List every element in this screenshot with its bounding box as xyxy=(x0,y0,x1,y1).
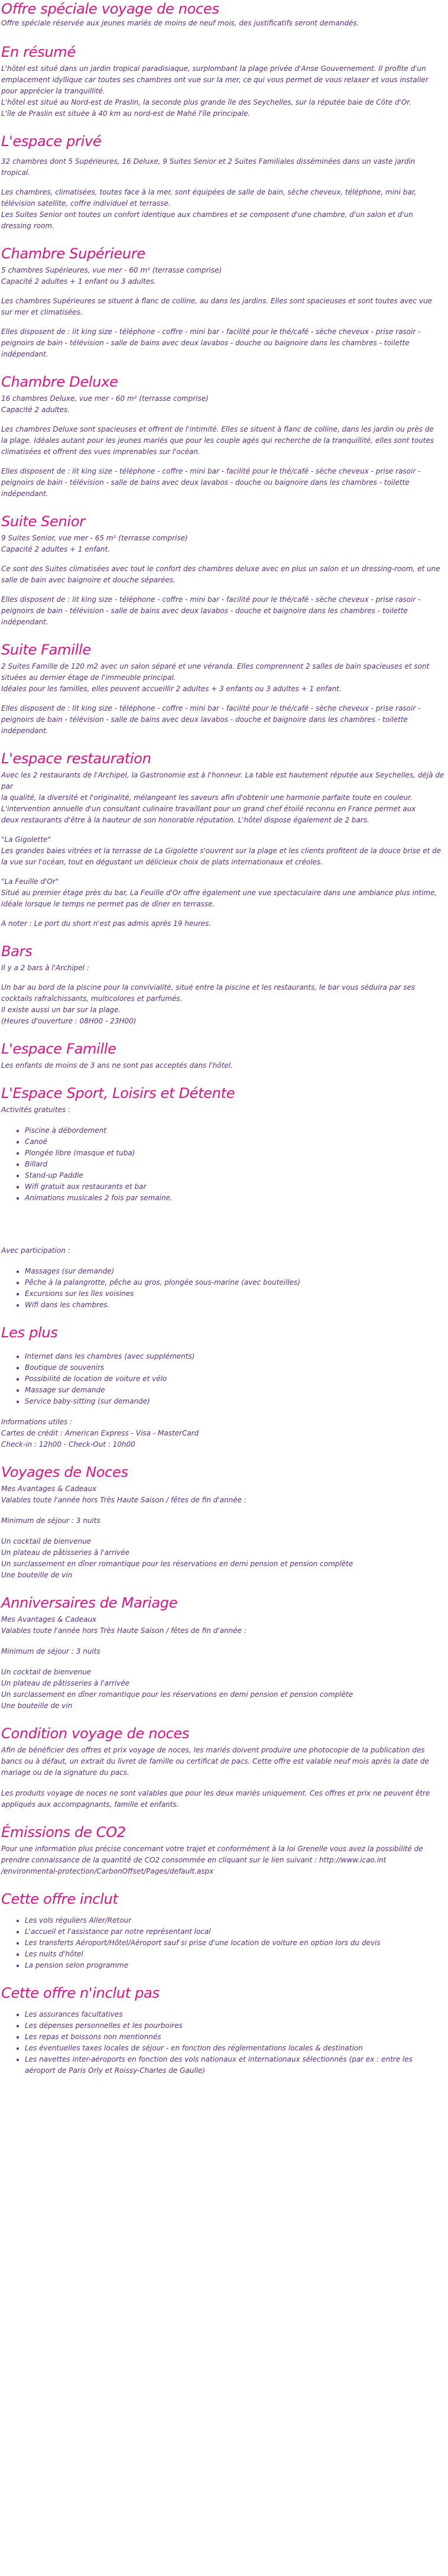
mariage-p3 xyxy=(1,1667,447,1712)
list-item: • Service baby-sitting (sur demande) xyxy=(25,1396,447,1407)
text-line: peignoirs de bain - télévision - salle de bains avec deux lavabos - douche et baignoire dans les chambres - toilette xyxy=(1,715,408,724)
text-line: Il y a 2 bars à l'Archipel : xyxy=(1,964,89,972)
text-line: Un surclassement en dîner romantique pour les réservations en demi pension et pension complète xyxy=(1,1690,353,1699)
text-line: climatisées et offrent des vues imprenables sur l'océan. xyxy=(1,448,200,456)
text-line: Pour une information plus précise concernant votre trajet et conformément à la loi Grenelle vous avez la possibilité de xyxy=(1,1845,423,1853)
offre-title: Offre spéciale voyage de noces xyxy=(1,1,219,17)
restauration-p3 xyxy=(1,876,447,910)
deluxe-p1 xyxy=(1,393,447,416)
text-line: la qualité, la diversité et l'originalité, mélangeant les saveurs afin d'obtenir une harmonie parfaite toute en couleur. xyxy=(1,793,413,802)
text-line: /environmental-protection/CarbonOffset/Pages/default.aspx xyxy=(1,1867,214,1875)
bars-p1 xyxy=(1,963,447,974)
plus-info xyxy=(1,1417,447,1450)
restauration-p2 xyxy=(1,834,447,868)
text-line: mariage ou de la signature du pacs. xyxy=(1,1768,129,1777)
plus-title: Les plus xyxy=(1,1324,58,1341)
restauration-title: L'espace restauration xyxy=(1,750,151,767)
text-line: 9 Suites Senior, vue mer - 65 m² (terrasse comprise) xyxy=(1,534,188,542)
text-line: bancs ou à défaut, un extrait du livret de famille ou certificat de pacs. Cette offre est valable neuf mois après la date de xyxy=(1,1757,429,1765)
text-line: deux restaurants d'être à la hauteur de son honorable réputation. L'hôtel dispose également de 2 bars. xyxy=(1,816,369,824)
text-line: salle de bain avec baignoire et douche séparées. xyxy=(1,576,176,584)
restauration-p1 xyxy=(1,770,447,826)
list-item xyxy=(25,2054,447,2076)
list-item: • Les vols réguliers Aller/Retour xyxy=(25,1915,447,1926)
text-line: Les enfants de moins de 3 ans ne sont pas acceptés dans l'hôtel. xyxy=(1,1061,233,1070)
mariage-p2 xyxy=(1,1646,447,1657)
resume-line: L'hôtel est situé au Nord-est de Praslin, la seconde plus grande île des Seychelles, sur la réputée baie de Côte d'Or. xyxy=(1,98,411,106)
list-item: • L'accueil et l'assistance par notre représentant local xyxy=(25,1926,447,1937)
text-line: • Les navettes inter-aéroports en fonction des vols nationaux et internationaux sélectionnés (par ex : entre les xyxy=(25,2055,413,2063)
text-line: (Heures d'ouverture : 08H00 - 23H00) xyxy=(1,1017,137,1025)
inclut-title: Cette offre inclut xyxy=(1,1891,118,1907)
list-item: • Plongée libre (masque et tuba) xyxy=(25,1148,447,1159)
list-item: • Internet dans les chambres (avec suppléments) xyxy=(25,1351,447,1362)
text-line: Capacité 2 adultes. xyxy=(1,406,70,414)
text-line: indépendant. xyxy=(1,350,48,358)
espace-prive-p1 xyxy=(1,156,447,179)
deluxe-title: Chambre Deluxe xyxy=(1,374,118,390)
text-line: Situé au premier étage près du bar, La Feuille d'Or offre également une vue spectaculaire dans une ambiance plus intime, xyxy=(1,889,437,897)
suite-senior-p3 xyxy=(1,594,447,628)
text-line: Afin de bénéficier des offres et prix voyage de noces, les mariés doivent produire une photocopie de la publication des xyxy=(1,1746,425,1754)
text-line: "La Gigolette" xyxy=(1,835,51,844)
text-line: 16 chambres Deluxe, vue mer - 60 m² (terrasse comprise) xyxy=(1,394,209,403)
sport-title: L'Espace Sport, Loisirs et Détente xyxy=(1,1085,235,1101)
suite-senior-title: Suite Senior xyxy=(1,513,85,530)
text-line: Informations utiles : xyxy=(1,1418,73,1426)
famille-p1 xyxy=(1,1060,447,1071)
text-line: Un surclassement en dîner romantique pour les réservations en demi pension et pension complète xyxy=(1,1560,353,1568)
text-line: Une bouteille de vin xyxy=(1,1702,73,1710)
text-line: L'intervention annuelle d'un consultant culinaire travaillant pour un grand chef étoilé reconnu en France permet aux xyxy=(1,805,416,813)
deluxe-p3 xyxy=(1,466,447,500)
text-line: peignoirs de bain - télévision - salle de bains avec deux lavabos - douche et baignoire dans les chambres - toilette xyxy=(1,607,408,615)
text-line: Un plateau de pâtisseries à l'arrivée xyxy=(1,1548,130,1557)
condition-p2 xyxy=(1,1788,447,1810)
text-line: Idéales pour les familles, elles peuvent accueillir 2 adultes + 3 enfants ou 3 adultes + 1 enfant. xyxy=(1,685,342,693)
co2-p1 xyxy=(1,1843,447,1877)
famille-title: L'espace Famille xyxy=(1,1041,116,1057)
list-item: • Animations musicales 2 fois par semaine. xyxy=(25,1193,447,1204)
text-line: 2 Suites Famille de 120 m2 avec un salon séparé et une véranda. Elles comprennent 2 salles de bain spacieuses et sont xyxy=(1,662,430,670)
text-line: Les Suites Senior ont toutes un confort identique aux chambres et se composent d'une chambre, d'un salon et d'un xyxy=(1,210,413,219)
resume-line: L'île de Praslin est située à 40 km au nord-est de Mahé l'île principale. xyxy=(1,109,251,118)
bars-p2 xyxy=(1,982,447,1027)
espace-prive-p2 xyxy=(1,187,447,232)
text-line: indépendant. xyxy=(1,490,48,498)
suite-famille-title: Suite Famille xyxy=(1,641,91,658)
resume-paragraph xyxy=(1,63,447,119)
offre-subtitle: Offre spéciale réservée aux jeunes mariés de moins de neuf mois, des justificatifs seront demandés. xyxy=(1,19,359,27)
text-line: Les chambres Deluxe sont spacieuses et offrent de l'intimité. Elles se situent à flanc de colline, dans les jardin ou près de xyxy=(1,425,434,433)
text-line: Les chambres, climatisées, toutes face à la mer, sont équipées de salle de bain, sèche cheveux, téléphone, mini bar, xyxy=(1,188,417,196)
list-item: • Possibilité de location de voiture et vélo xyxy=(25,1373,447,1385)
sport-gratuites-list xyxy=(1,1125,447,1204)
text-line: indépendant. xyxy=(1,727,48,735)
ninclut-title: Cette offre n'inclut pas xyxy=(1,1985,160,2001)
inclut-list xyxy=(1,1915,447,1971)
text-line: dressing room. xyxy=(1,222,54,230)
text-line: Valables toute l'année hors Très Haute Saison / fêtes de fin d'année : xyxy=(1,1626,246,1635)
text-line: Cartes de crédit : American Express - Visa - MasterCard xyxy=(1,1429,199,1437)
text-line: peignoirs de bain - télévision - salle de bains avec deux lavabos - douche ou baignoire dans les chambres - toilette xyxy=(1,478,410,487)
list-item: • Les repas et boissons non mentionnés xyxy=(25,2031,447,2043)
suite-famille-p2 xyxy=(1,703,447,737)
text-line: Minimum de séjour : 3 nuits xyxy=(1,1517,100,1525)
list-item: • Massage sur demande xyxy=(25,1385,447,1396)
list-item: • Wifi gratuit aux restaurants et bar xyxy=(25,1181,447,1193)
text-line: la vue sur l'océan, tout en dégustant un délicieux choix de plats internationaux et créoles. xyxy=(1,858,323,866)
list-item: • Massages (sur demande) xyxy=(25,1266,447,1277)
list-item: • Wifi dans les chambres. xyxy=(25,1300,447,1311)
text-line: prendre connaissance de la quantité de CO2 consommée en cliquant sur le lien suivant : http://www.icao.int xyxy=(1,1856,387,1864)
superieure-p2 xyxy=(1,296,447,318)
condition-title: Condition voyage de noces xyxy=(1,1725,190,1742)
text-line: 32 chambres dont 5 Supérieures, 16 Deluxe, 9 Suites Senior et 2 Suites Familiales disséminées dans un vaste jardin xyxy=(1,157,415,166)
list-item: • Pêche à la palangrotte, pêche au gros, plongée sous-marine (avec bouteilles) xyxy=(25,1277,447,1288)
list-item: • Billard xyxy=(25,1159,447,1170)
text-line: la plage. Idéales autant pour les jeunes mariés que pour les couple agés qui recherche de la tranquillité, elles sont toutes xyxy=(1,436,434,445)
text-line: Valables toute l'année hors Très Haute Saison / fêtes de fin d'année : xyxy=(1,1496,246,1504)
text-line: Mes Avantages & Cadeaux xyxy=(1,1615,97,1624)
bars-title: Bars xyxy=(1,943,33,960)
list-item: • Boutique de souvenirs xyxy=(25,1362,447,1373)
text-line: Check-in : 12h00 - Check-Out : 10h00 xyxy=(1,1440,135,1449)
mariage-title: Anniversaires de Mariage xyxy=(1,1595,178,1611)
mariage-p1 xyxy=(1,1614,447,1637)
text-line: Il existe aussi un bar sur la plage. xyxy=(1,1006,121,1014)
text-line: Capacité 2 adultes + 1 enfant ou 3 adultes. xyxy=(1,277,157,286)
ninclut-list xyxy=(1,2009,447,2076)
noces-title: Voyages de Noces xyxy=(1,1464,128,1480)
list-item: • Piscine à débordement xyxy=(25,1125,447,1136)
list-item: • Stand-up Paddle xyxy=(25,1170,447,1181)
text-line: cocktails rafraîchissants, multicolores et parfumés. xyxy=(1,994,183,1003)
text-line: aéroport de Paris Orly et Roissy-Charles de Gaulle) xyxy=(25,2066,206,2075)
suite-senior-p1 xyxy=(1,533,447,555)
text-line: peignoirs de bain - télévision - salle de bains avec deux lavabos - douche ou baignoire dans les chambres - toilette xyxy=(1,339,410,347)
text-line: Une bouteille de vin xyxy=(1,1571,73,1579)
text-line: 5 chambres Supérieures, vue mer - 60 m² (terrasse comprise) xyxy=(1,266,222,274)
text-line: situées au dernier étage de l'immeuble principal. xyxy=(1,673,176,682)
text-line: sur mer et climatisées. xyxy=(1,308,83,316)
resume-line: emplacement idyllique car toutes ses chambres ont vue sur la mer, ce qui vous permet de vous relaxer et vous installer xyxy=(1,76,428,84)
text-line: A noter : Le port du short n'est pas admis après 19 heures. xyxy=(1,919,212,928)
text-line: appliqués aux accompagnants, famille et enfants. xyxy=(1,1800,179,1809)
text-line: Minimum de séjour : 3 nuits xyxy=(1,1647,100,1655)
sport-gratuites-label: Activités gratuites : xyxy=(1,1106,71,1114)
restauration-p4 xyxy=(1,918,447,929)
list-item: • Les éventuelles taxes locales de séjour - en fonction des réglementations locales & destination xyxy=(25,2043,447,2054)
superieure-p3 xyxy=(1,326,447,360)
text-line: Elles disposent de : lit king size - téléphone - coffre - mini bar - facilité pour le thé/café - sèche cheveux - prise rasoir - xyxy=(1,704,421,712)
text-line: Un cocktail de bienvenue xyxy=(1,1537,92,1545)
text-line: "La Feuille d'Or" xyxy=(1,877,59,886)
noces-p2 xyxy=(1,1515,447,1527)
text-line: télévision satellite, coffre individuel et terrasse. xyxy=(1,199,171,208)
list-item: • Excursions sur les îles voisines xyxy=(25,1288,447,1300)
text-line: Capacité 2 adultes + 1 enfant. xyxy=(1,545,111,553)
text-line: idéale lorsque le temps ne permet pas de dîner en terrasse. xyxy=(1,900,215,908)
co2-title: Émissions de CO2 xyxy=(1,1824,126,1841)
list-item: • Les assurances facultatives xyxy=(25,2009,447,2020)
suite-senior-p2 xyxy=(1,563,447,586)
resume-title: En résumé xyxy=(1,44,76,60)
text-line: Ce sont des Suites climatisées avec tout le confort des chambres deluxe avec en plus un salon et un dressing-room, et une xyxy=(1,565,440,573)
list-item: • La pension selon programme xyxy=(25,1960,447,1971)
plus-list xyxy=(1,1351,447,1407)
text-line: tropical. xyxy=(1,169,31,177)
text-line: Un plateau de pâtisseries à l'arrivée xyxy=(1,1679,130,1687)
text-line: Elles disposent de : lit king size - téléphone - coffre - mini bar - facilité pour le thé/café - sèche cheveux - prise rasoir - xyxy=(1,595,421,604)
deluxe-p2 xyxy=(1,424,447,458)
suite-famille-p1 xyxy=(1,661,447,695)
text-line: Un bar au bord de la piscine pour la convivialité, situé entre la piscine et les restaurants, le bar vous séduira par ses xyxy=(1,983,415,991)
noces-p1 xyxy=(1,1483,447,1506)
list-item: • Canoë xyxy=(25,1136,447,1148)
noces-p3 xyxy=(1,1536,447,1581)
text-line: Un cocktail de bienvenue xyxy=(1,1668,92,1676)
text-line: Mes Avantages & Cadeaux xyxy=(1,1485,97,1493)
superieure-title: Chambre Supérieure xyxy=(1,245,145,262)
list-item: • Les transferts Aéroport/Hôtel/Aéroport sauf si prise d'une location de voiture en option lors du devis xyxy=(25,1937,447,1949)
text-line: Les produits voyage de noces ne sont valables que pour les deux mariés uniquement. Ces offres et prix ne peuvent être xyxy=(1,1789,430,1797)
resume-line: L'hôtel est situé dans un jardin tropical paradisiaque, surplombant la plage privée d'Anse Gouvernement. Il profite d'un xyxy=(1,64,426,73)
condition-p1 xyxy=(1,1745,447,1778)
text-line: Les grandes baies vitrées et la terrasse de La Gigolette s'ouvrent sur la plage et les clients profitent de la douce brise et de xyxy=(1,847,441,855)
text-line: Elles disposent de : lit king size - téléphone - coffre - mini bar - facilité pour le thé/café - sèche cheveux - prise rasoir - xyxy=(1,467,421,475)
text-line: indépendant. xyxy=(1,618,48,626)
sport-participation-label: Avec participation : xyxy=(1,1246,70,1255)
resume-line: pour apprécier la tranquillité. xyxy=(1,87,105,95)
text-line: Avec les 2 restaurants de l'Archipel, la Gastronomie est à l'honneur. La table est hautement réputée aux Seychelles, déjà de par xyxy=(1,771,444,790)
sport-participation-list xyxy=(1,1266,447,1311)
superieure-p1 xyxy=(1,265,447,287)
espace-prive-title: L'espace privé xyxy=(1,133,102,150)
text-line: Elles disposent de : lit king size - téléphone - coffre - mini bar - facilité pour le thé/café - sèche cheveux - prise rasoir - xyxy=(1,328,421,336)
text-line: Les chambres Supérieures se situent à flanc de colline, au dans les jardins. Elles sont spacieuses et sont toutes avec vue xyxy=(1,297,433,305)
list-item: • Les dépenses personnelles et les pourboires xyxy=(25,2020,447,2031)
list-item: • Les nuits d'hôtel xyxy=(25,1949,447,1960)
